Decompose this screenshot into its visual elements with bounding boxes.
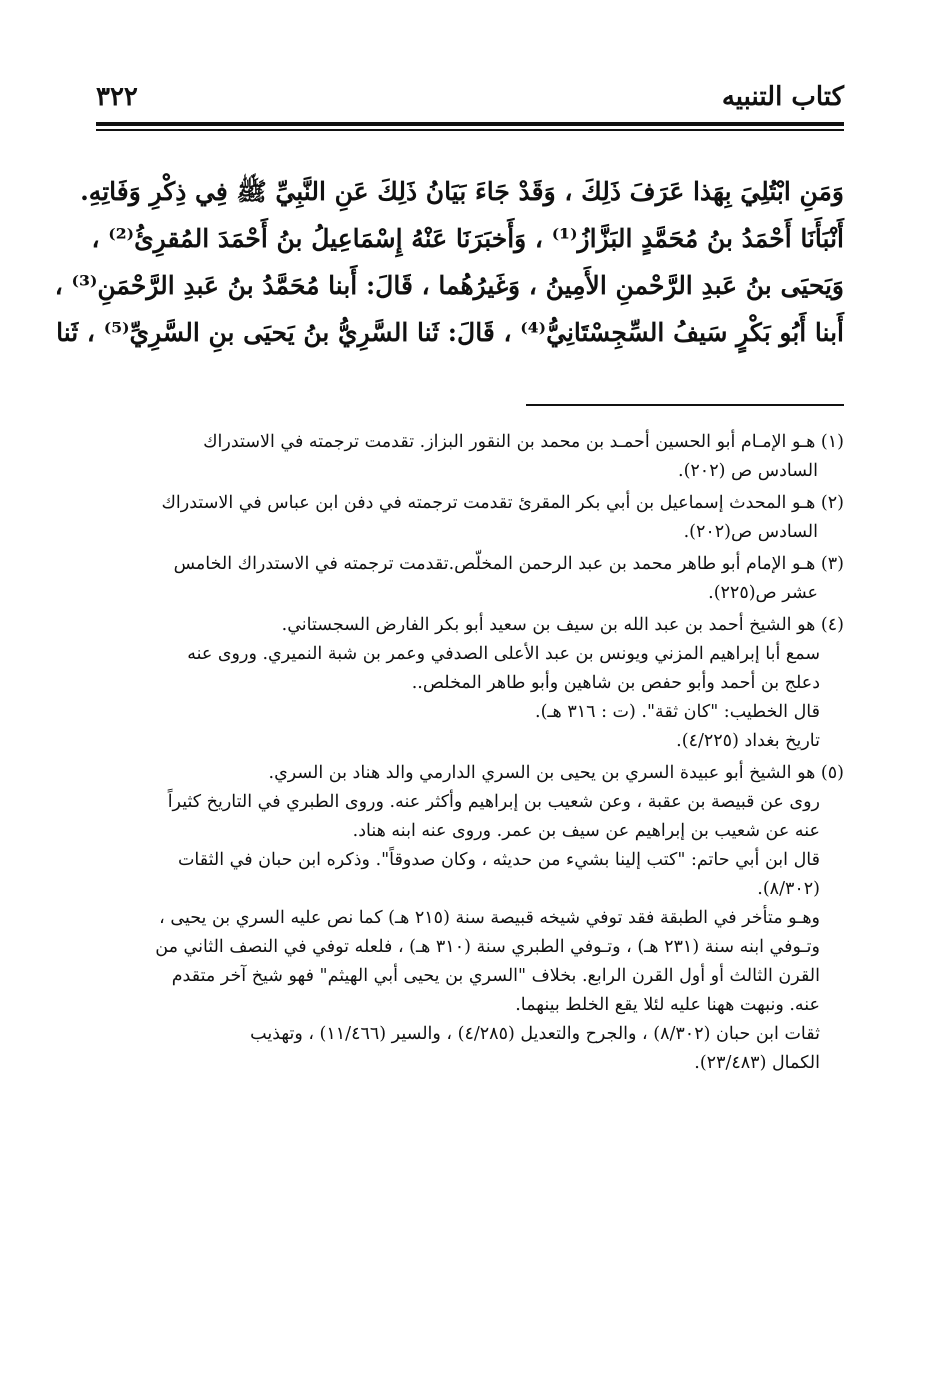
- footnote-separator: [526, 404, 844, 406]
- footnote-line: تاريخ بغداد (٤/٢٢٥).: [676, 731, 820, 751]
- main-text-line: وَيَحيَى بنُ عَبدِ الرَّحْمنِ الأَمِينُ ، وَغَيرُهُما ، قَالَ: أَبنا مُحَمَّدُ بنُ عَبدِ الرَّحْمَنِ⁽³⁾ ،: [54, 271, 844, 300]
- main-text: [54, 168, 844, 356]
- footnote-line: (٢) هـو المحدث إسماعيل بن أبي بكر المقرئ تقدمت ترجمته في دفن ابن عباس في الاستدراك: [161, 493, 844, 513]
- footnote-line: (٣) هـو الإمام أبو طاهر محمد بن عبد الرحمن المخلّص.تقدمت ترجمته في الاستدراك الخامس: [173, 554, 844, 574]
- footnotes: [96, 428, 844, 1081]
- footnote-line: (٤) هو الشيخ أحمد بن عبد الله بن سيف بن سعيد أبو بكر الفارض السجستاني.: [281, 615, 844, 635]
- footnote-line: السادس ص(٢٠٢).: [683, 522, 818, 542]
- footnote-line: السادس ص (٢٠٢).: [678, 461, 818, 481]
- footnote-line: (٥) هو الشيخ أبو عبيدة السري بن يحيى بن السري الدارمي والد هناد بن السري.: [268, 763, 844, 783]
- footnote-4: [96, 611, 844, 756]
- footnote-5: [96, 759, 844, 1078]
- footnote-1: [96, 428, 844, 486]
- footnote-line: دعلج بن أحمد وأبو حفص بن شاهين وأبو طاهر المخلص..: [411, 673, 820, 693]
- main-text-line: أَبنا أَبُو بَكْرٍ سَيفُ السِّجِسْتَانِيُّ⁽⁴⁾ ، قَالَ: ثَنا السَّرِيُّ بنُ يَحيَى بنِ السَّرِيِّ⁽⁵⁾ ، ثَنا: [56, 318, 844, 347]
- footnote-line: الكمال (٢٣/٤٨٣).: [694, 1053, 820, 1073]
- footnote-line: عشر ص(٢٢٥).: [708, 583, 818, 603]
- footnote-line: سمع أبا إبراهيم المزني ويونس بن عبد الأعلى الصدفي وعمر بن شبة النميري. وروى عنه: [187, 644, 820, 664]
- header-rule-thick: [96, 122, 844, 126]
- footnote-line: روى عن قبيصة بن عقبة ، وعن شعيب بن إبراهيم وأكثر عنه. وروى الطبري في التاريخ كثيراً: [167, 792, 820, 812]
- footnote-line: (٨/٣٠٢).: [757, 879, 820, 899]
- footnote-line: عنه. ونبهت ههنا عليه لئلا يقع الخلط بينهما.: [515, 995, 820, 1015]
- footnote-line: (١) هـو الإمـام أبو الحسين أحمـد بن محمد بن النقور البزاز. تقدمت ترجمته في الاستدراك: [203, 432, 844, 452]
- header-rule-thin: [96, 129, 844, 131]
- book-title: كتاب التنبيه: [721, 82, 844, 112]
- footnote-2: [96, 489, 844, 547]
- footnote-line: وتـوفي ابنه سنة (٢٣١ هـ) ، وتـوفي الطبري سنة (٣١٠ هـ) ، فلعله توفي في النصف الثاني من: [155, 937, 820, 957]
- main-text-line: أَنْبَأَنَا أَحْمَدُ بنُ مُحَمَّدٍ البَزَّازُ⁽¹⁾ ، وَأَخبَرَنَا عَنْهُ إِسْمَاعِيلُ بنُ أَحْمَدَ المُقرِئُ⁽²⁾ ،: [91, 224, 844, 253]
- main-text-line: وَمَنِ ابْتُلِيَ بِهَذا عَرَفَ ذَلِكَ ، وَقَدْ جَاءَ بَيَانُ ذَلِكَ عَنِ النَّبِيِّ ﷺ فِي ذِكْرِ وَفَاتِهِ.: [80, 177, 844, 206]
- footnote-line: قال الخطيب: "كان ثقة". (ت : ٣١٦ هـ).: [535, 702, 820, 722]
- footnote-line: قال ابن أبي حاتم: "كتب إلينا بشيء من حديثه ، وكان صدوقاً". وذكره ابن حبان في الثقات: [177, 850, 820, 870]
- footnote-line: وهـو متأخر في الطبقة فقد توفي شيخه قبيصة سنة (٢١٥ هـ) كما نص عليه السري بن يحيى ،: [159, 908, 820, 928]
- footnote-line: ثقات ابن حبان (٨/٣٠٢) ، والجرح والتعديل (٤/٢٨٥) ، والسير (١١/٤٦٦) ، وتهذيب: [250, 1024, 820, 1044]
- page-header: [96, 78, 844, 118]
- page-number: ٣٢٢: [96, 82, 138, 112]
- footnote-3: [96, 550, 844, 608]
- footnote-line: عنه عن شعيب بن إبراهيم عن سيف بن عمر. وروى عنه ابنه هناد.: [352, 821, 820, 841]
- footnote-line: القرن الثالث أو أول القرن الرابع. بخلاف "السري بن يحيى أبي الهيثم" فهو شيخ آخر متقدم: [171, 966, 820, 986]
